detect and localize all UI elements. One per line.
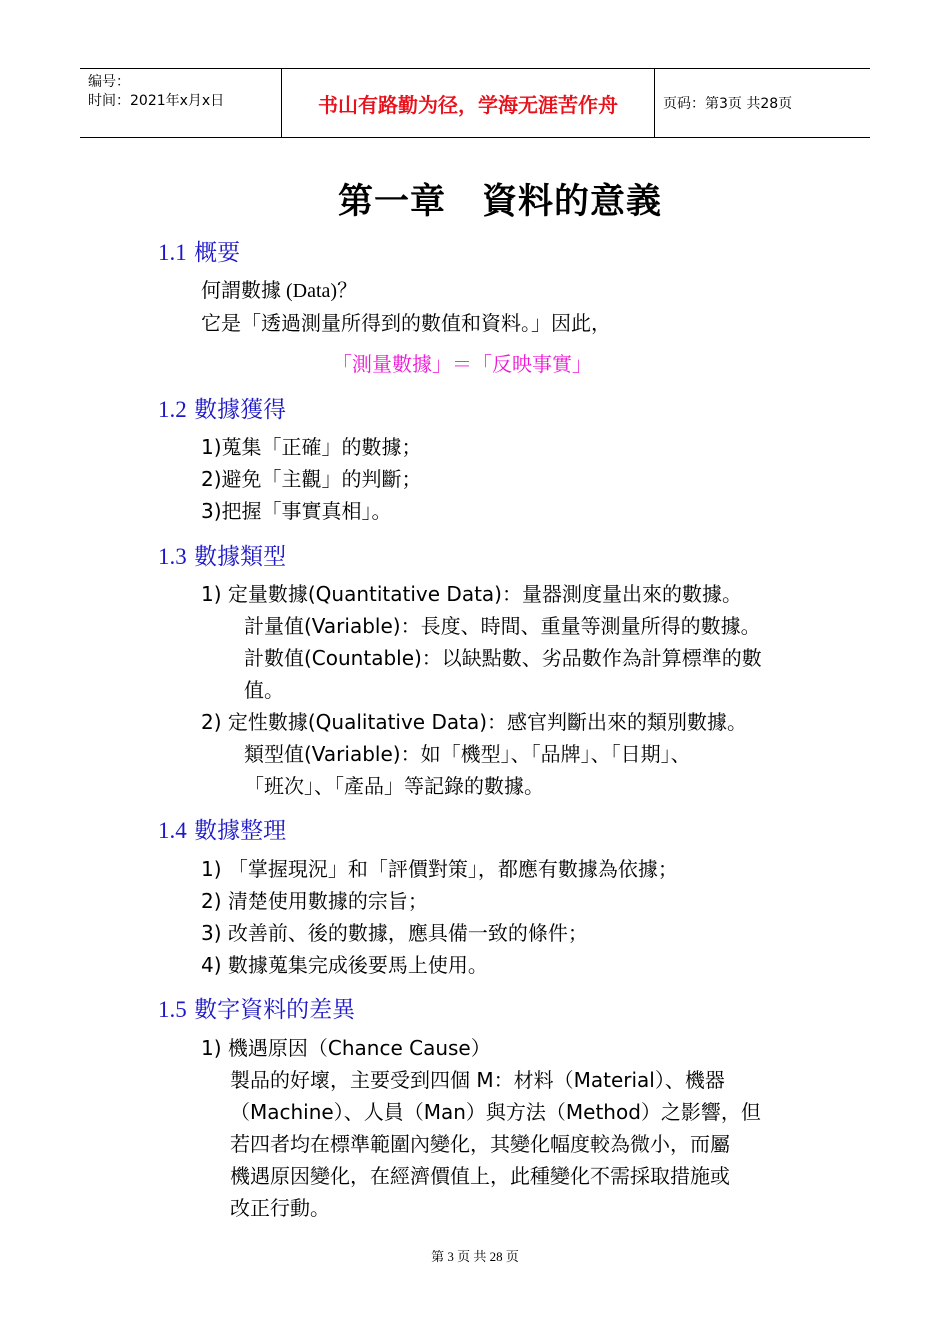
text-line: 3)把握「事實真相」。 bbox=[201, 499, 392, 523]
text-line: 2) 清楚使用數據的宗旨； bbox=[201, 889, 428, 913]
section-number: 1.5 bbox=[158, 997, 187, 1022]
section-title: 數據類型 bbox=[194, 544, 287, 570]
text-line: 1)蒐集「正確」的數據； bbox=[201, 435, 422, 459]
chapter-title: 第一章 資料的意義 bbox=[337, 182, 662, 222]
text-line: 1) 「掌握現況」和「評價對策」，都應有數據為依據； bbox=[201, 857, 678, 881]
text-line: 「班次」、「產品」等記錄的數據。 bbox=[244, 774, 544, 798]
header-page-info: 页码：第3页 共28页 bbox=[663, 96, 793, 112]
section-title: 數據整理 bbox=[194, 818, 287, 844]
text-line: 1) 機遇原因（Chance Cause） bbox=[201, 1036, 491, 1060]
section-number: 1.4 bbox=[158, 818, 187, 843]
header-meta-cell bbox=[80, 69, 282, 137]
text-line: 改正行動。 bbox=[230, 1196, 330, 1220]
section-number: 1.3 bbox=[158, 544, 187, 569]
text-line: 2) 定性數據(Qualitative Data)：感官判斷出來的類別數據。 bbox=[201, 710, 748, 734]
section-title: 數字資料的差異 bbox=[194, 997, 356, 1023]
text-line: 計數值(Countable)：以缺點數、劣品數作為計算標準的數 bbox=[244, 646, 762, 670]
text-line: 若四者均在標準範圍內變化，其變化幅度較為微小，而屬 bbox=[230, 1132, 730, 1156]
section-heading-1-3 bbox=[158, 538, 286, 571]
highlight-formula: 「測量數據」＝「反映事實」 bbox=[332, 352, 592, 376]
text-line: 何謂數據 (Data)？ bbox=[201, 280, 358, 302]
text-line: 值。 bbox=[244, 678, 284, 702]
text-line: 3) 改善前、後的數據，應具備一致的條件； bbox=[201, 921, 588, 945]
text-line: 2)避免「主觀」的判斷； bbox=[201, 467, 422, 491]
section-number: 1.2 bbox=[158, 397, 187, 422]
text-line: 4) 數據蒐集完成後要馬上使用。 bbox=[201, 953, 488, 977]
header-motto: 书山有路勤为径，学海无涯苦作舟 bbox=[282, 69, 655, 137]
text-line: 它是「透過測量所得到的數值和資料。」因此， bbox=[201, 311, 611, 335]
number-label: 编号： bbox=[88, 74, 130, 90]
text-line: 計量值(Variable)：長度、時間、重量等測量所得的數據。 bbox=[244, 614, 761, 638]
section-heading-1-4 bbox=[158, 812, 286, 845]
page-footer: 第 3 页 共 28 页 bbox=[431, 1249, 519, 1264]
section-heading-1-5 bbox=[158, 991, 355, 1024]
text-line: 類型值(Variable)：如「機型」、「品牌」、「日期」、 bbox=[244, 742, 691, 766]
text-line: （Machine）、人員（Man）與方法（Method）之影響，但 bbox=[230, 1100, 761, 1124]
section-heading-1-1 bbox=[158, 234, 240, 267]
time-label: 时间：2021年x月x日 bbox=[88, 93, 225, 109]
section-heading-1-2 bbox=[158, 391, 286, 424]
section-number: 1.1 bbox=[158, 240, 187, 265]
text-line: 1) 定量數據(Quantitative Data)：量器測度量出來的數據。 bbox=[201, 582, 742, 606]
text-line: 製品的好壞，主要受到四個 M：材料（Material）、機器 bbox=[230, 1068, 725, 1092]
header-table bbox=[80, 68, 870, 138]
text-line: 機遇原因變化，在經濟價值上，此種變化不需採取措施或 bbox=[230, 1164, 730, 1188]
section-title: 數據獲得 bbox=[194, 397, 287, 423]
section-title: 概要 bbox=[194, 240, 241, 266]
